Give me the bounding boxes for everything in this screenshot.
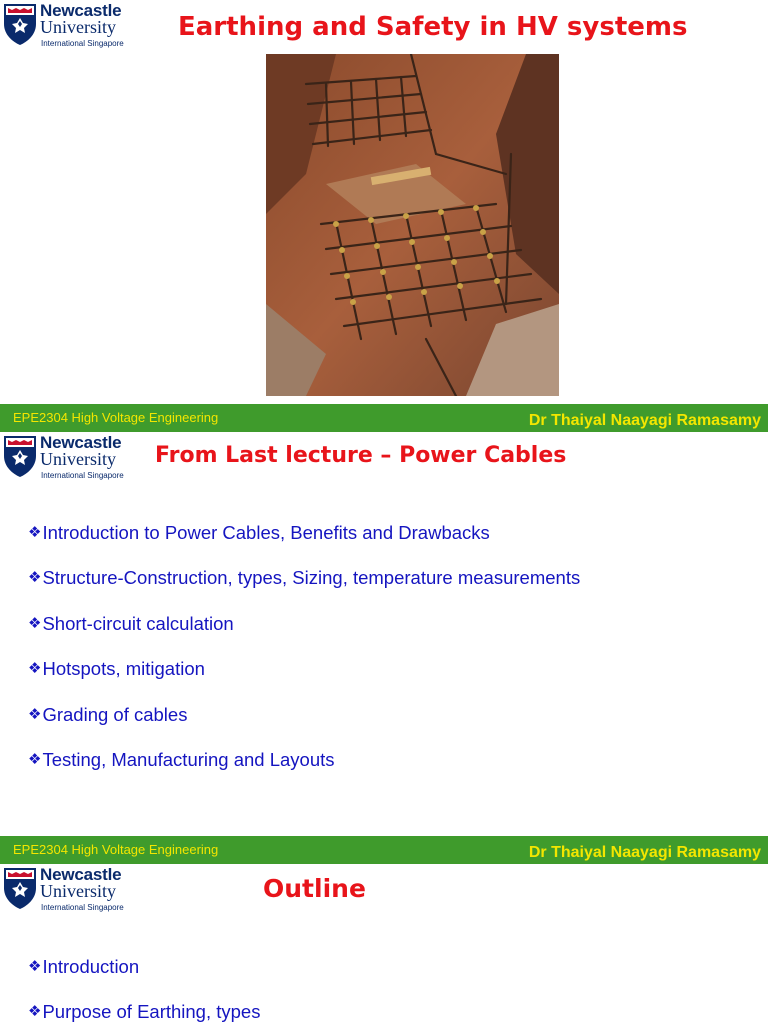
slide-3-bullet-list [28, 956, 260, 1024]
slide-3 [0, 864, 768, 1024]
bullet-diamond-icon: ❖ [28, 1003, 42, 1021]
logo-line-university: University [40, 881, 116, 901]
logo-line-campus: International Singapore [41, 39, 124, 48]
logo-line-newcastle: Newcastle [40, 865, 122, 884]
list-item [28, 749, 580, 794]
bullet-diamond-icon: ❖ [28, 750, 42, 768]
bullet-text: Structure-Construction, types, Sizing, temperature measurements [42, 567, 581, 589]
logo-line-university: University [40, 17, 116, 37]
lecturer-name: Dr Thaiyal Naayagi Ramasamy [528, 412, 761, 429]
university-crest-icon [2, 434, 38, 478]
university-logo [2, 866, 128, 914]
slide-1 [0, 0, 768, 432]
list-item [28, 704, 580, 749]
bullet-text: Hotspots, mitigation [42, 658, 205, 680]
bullet-diamond-icon: ❖ [28, 569, 42, 587]
list-item [28, 613, 580, 658]
university-logo [2, 434, 128, 482]
bullet-diamond-icon: ❖ [28, 660, 42, 678]
university-crest-icon [2, 866, 38, 910]
logo-line-newcastle: Newcastle [40, 1, 122, 20]
list-item [28, 658, 580, 703]
bullet-text: Introduction [42, 956, 140, 977]
bullet-text: Testing, Manufacturing and Layouts [42, 748, 335, 770]
bullet-text: Grading of cables [42, 703, 188, 725]
list-item [28, 956, 260, 1001]
slide-2 [0, 432, 768, 864]
university-logo [2, 2, 128, 50]
bullet-diamond-icon: ❖ [28, 958, 42, 975]
slide-1-title: Earthing and Safety in HV systems [178, 12, 688, 42]
logo-line-campus: International Singapore [41, 471, 124, 480]
bullet-diamond-icon: ❖ [28, 524, 42, 541]
lecturer-name: Dr Thaiyal Naayagi Ramasamy [528, 844, 761, 861]
bullet-text: Short-circuit calculation [42, 612, 234, 634]
slide-3-title: Outline [263, 874, 366, 903]
university-crest-icon [2, 2, 38, 46]
bullet-diamond-icon: ❖ [28, 705, 42, 723]
logo-line-campus: International Singapore [41, 903, 124, 912]
logo-line-newcastle: Newcastle [40, 433, 122, 452]
bullet-text: Purpose of Earthing, types [42, 1001, 261, 1023]
slide-2-footer [0, 836, 768, 864]
slide-1-footer [0, 404, 768, 432]
earthing-grid-photo [266, 54, 559, 396]
logo-line-university: University [40, 449, 116, 469]
list-item [28, 1001, 260, 1024]
list-item [28, 522, 580, 567]
slide-2-bullet-list [28, 522, 580, 794]
bullet-diamond-icon: ❖ [28, 614, 42, 632]
bullet-text: Introduction to Power Cables, Benefits and Drawbacks [42, 522, 490, 543]
course-code: EPE2304 High Voltage Engineering [13, 410, 219, 425]
list-item [28, 567, 580, 612]
slide-2-title: From Last lecture – Power Cables [155, 443, 567, 468]
course-code: EPE2304 High Voltage Engineering [13, 842, 219, 857]
